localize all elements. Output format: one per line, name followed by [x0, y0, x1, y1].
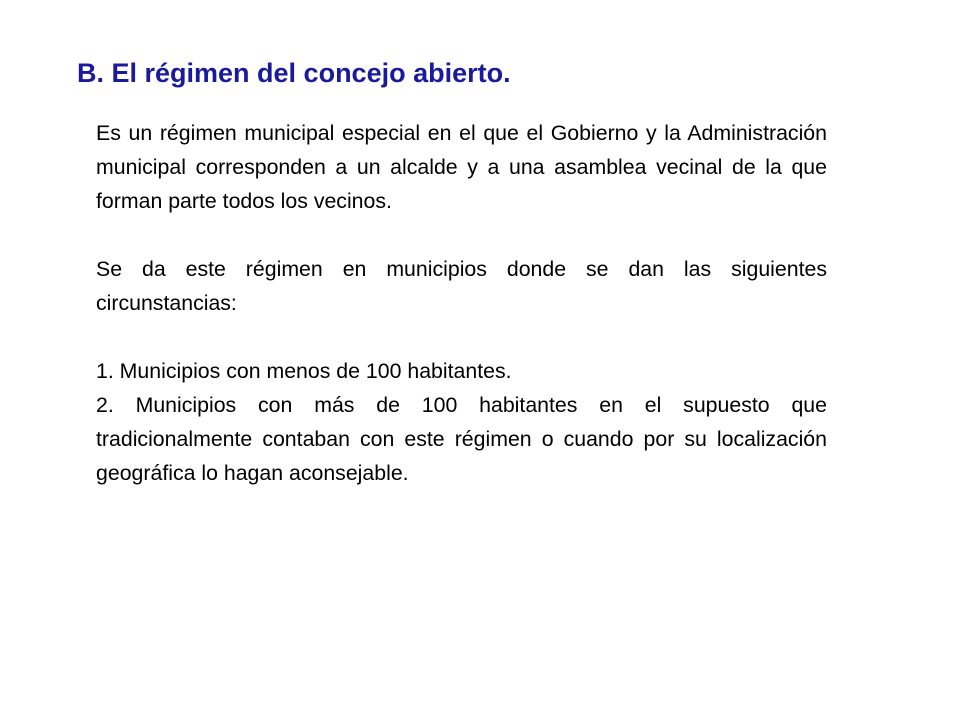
paragraph-spacer — [96, 218, 827, 252]
paragraph-spacer — [96, 320, 827, 354]
slide-title: B. El régimen del concejo abierto. — [77, 58, 511, 88]
list-item: 1. Municipios con menos de 100 habitantes. — [96, 359, 512, 383]
paragraph-definition: Es un régimen municipal especial en el que el Gobierno y la Administración municipal corresponden a un alcalde y a una asamblea vecinal de la que forman parte todos los vecinos. — [96, 121, 827, 213]
slide-body — [96, 116, 827, 490]
list-item: 2. Municipios con más de 100 habitantes en el supuesto que tradicionalmente contaban con este régimen o cuando por su localización geográfica lo hagan aconsejable. — [96, 393, 827, 485]
paragraph-circumstances: Se da este régimen en municipios donde se dan las siguientes circunstancias: — [96, 257, 827, 315]
